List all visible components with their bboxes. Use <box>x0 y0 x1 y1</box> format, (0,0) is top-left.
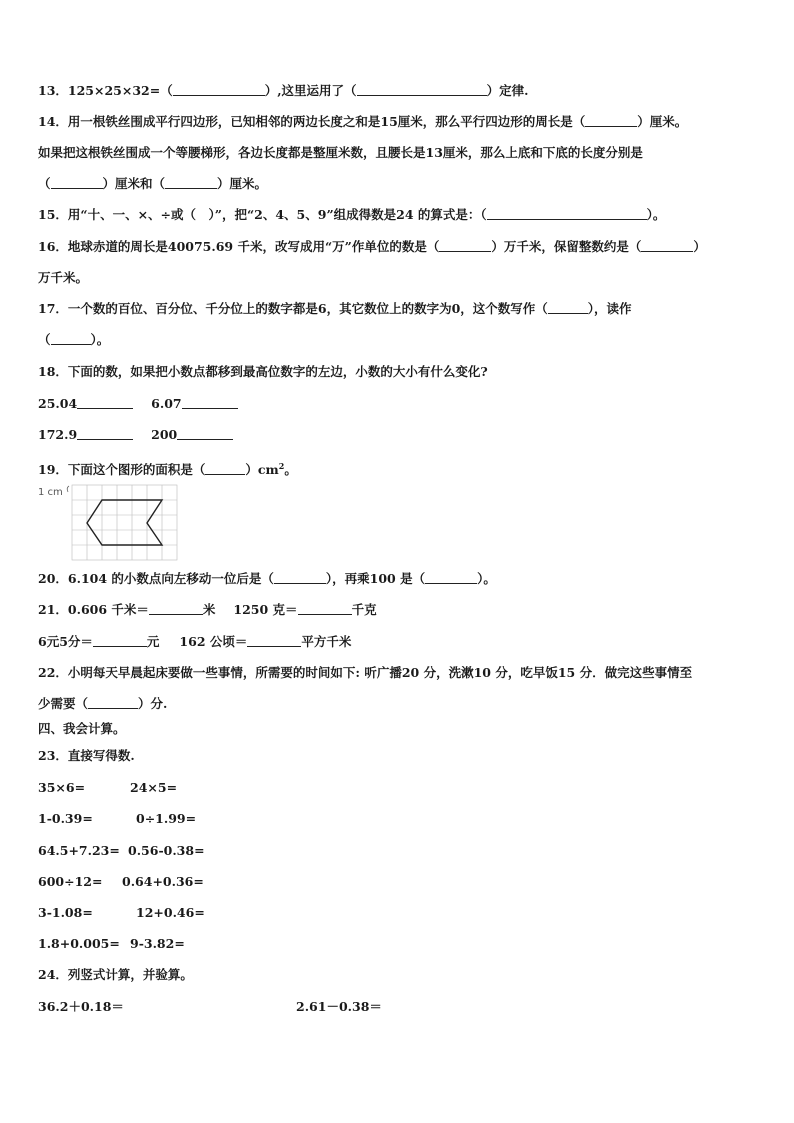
section-heading: 四、我会计算。 <box>38 721 126 736</box>
question-22-line-1: 22．小明每天早晨起床要做一些事情，所需要的时间如下: 听广播20 分，洗漱10 分，吃早饭15 分．做完这些事情至 <box>38 665 693 680</box>
calc-row: 1-0.39= <box>38 811 93 826</box>
calc-row: 0.64+0.36= <box>122 874 204 889</box>
answer-blank[interactable] <box>88 696 138 709</box>
calc-row: 9-3.82= <box>130 936 185 951</box>
answer-blank[interactable] <box>274 571 326 584</box>
vertical-calc-1: 36.2＋0.18＝ <box>38 999 124 1014</box>
question-22-line-2: 少需要（ ）分. <box>38 696 168 711</box>
question-16-line-2: 万千米。 <box>38 270 89 285</box>
calc-row: 12+0.46= <box>136 905 205 920</box>
question-18: 18．下面的数，如果把小数点都移到最高位数字的左边，小数的大小有什么变化? <box>38 364 488 379</box>
vertical-calc-2: 2.61－0.38＝ <box>296 999 382 1014</box>
answer-blank[interactable] <box>77 427 133 440</box>
question-18-row-2: 172.9 200 <box>38 426 233 444</box>
question-13: 13．125×25×32=（ ）,这里运用了（ ）定律. <box>38 83 529 98</box>
question-19: 19．下面这个图形的面积是（ ）$cm^2$。 <box>38 461 297 478</box>
question-23-title: 23．直接写得数. <box>38 748 135 763</box>
answer-blank[interactable] <box>205 462 245 475</box>
question-16-line-1: 16．地球赤道的周长是40075.69 千米，改写成用“万”作单位的数是（ ）万千米，保留整数约是（ ） <box>38 239 706 254</box>
answer-blank[interactable] <box>357 83 487 96</box>
question-17-line-2: （ ）。 <box>38 332 110 347</box>
question-14-line-1: 14．用一根铁丝围成平行四边形，已知相邻的两边长度之和是15厘米，那么平行四边形的周长是（ ）厘米。 <box>38 114 688 129</box>
grid-figure <box>38 483 183 563</box>
answer-blank[interactable] <box>77 396 133 409</box>
calc-row: 35×6= <box>38 780 86 795</box>
question-24-title: 24．列竖式计算，并验算。 <box>38 967 193 982</box>
answer-blank[interactable] <box>51 332 91 345</box>
question-20: 20．6.104 的小数点向左移动一位后是（ ），再乘100 是（ ）。 <box>38 571 496 586</box>
answer-blank[interactable] <box>93 634 147 647</box>
cm-scale-label: 1 cm <box>38 487 63 498</box>
question-18-row-1: 25.04 6.07 <box>38 395 238 413</box>
question-14-line-2: 如果把这根铁丝围成一个等腰梯形，各边长度都是整厘米数，且腰长是13厘米，那么上底和下底的长度分别是 <box>38 145 643 160</box>
answer-blank[interactable] <box>182 396 238 409</box>
answer-blank[interactable] <box>487 207 647 220</box>
question-14-line-3: （ ）厘米和（ ）厘米。 <box>38 176 268 191</box>
answer-blank[interactable] <box>641 239 693 252</box>
answer-blank[interactable] <box>298 602 352 615</box>
answer-blank[interactable] <box>177 427 233 440</box>
calc-row: 3-1.08= <box>38 905 93 920</box>
question-21-line-2: 6元5分＝ 元 162 公顷＝ 平方千米 <box>38 634 352 649</box>
figure-shape <box>87 500 162 545</box>
calc-row: 0÷1.99= <box>136 811 197 826</box>
answer-blank[interactable] <box>585 114 637 127</box>
calc-row: 64.5+7.23= <box>38 843 120 858</box>
answer-blank[interactable] <box>247 634 301 647</box>
question-17-line-1: 17．一个数的百位、百分位、千分位上的数字都是6，其它数位上的数字为0，这个数写作（ ），读作 <box>38 301 632 316</box>
calc-row: 1.8+0.005= <box>38 936 120 951</box>
calc-row: 24×5= <box>130 780 178 795</box>
answer-blank[interactable] <box>425 571 477 584</box>
calc-row: 0.56-0.38= <box>128 843 205 858</box>
answer-blank[interactable] <box>439 239 491 252</box>
answer-blank[interactable] <box>51 176 103 189</box>
calc-row: 600÷12= <box>38 874 103 889</box>
question-15: 15．用“十、一、×、÷或（ ）”，把“2、4、5、9”组成得数是24 的算式是：（ ）。 <box>38 207 666 222</box>
answer-blank[interactable] <box>173 83 265 96</box>
answer-blank[interactable] <box>165 176 217 189</box>
answer-blank[interactable] <box>149 602 203 615</box>
question-21-line-1: 21．0.606 千米＝ 米 1250 克＝ 千克 <box>38 602 377 617</box>
answer-blank[interactable] <box>548 301 588 314</box>
